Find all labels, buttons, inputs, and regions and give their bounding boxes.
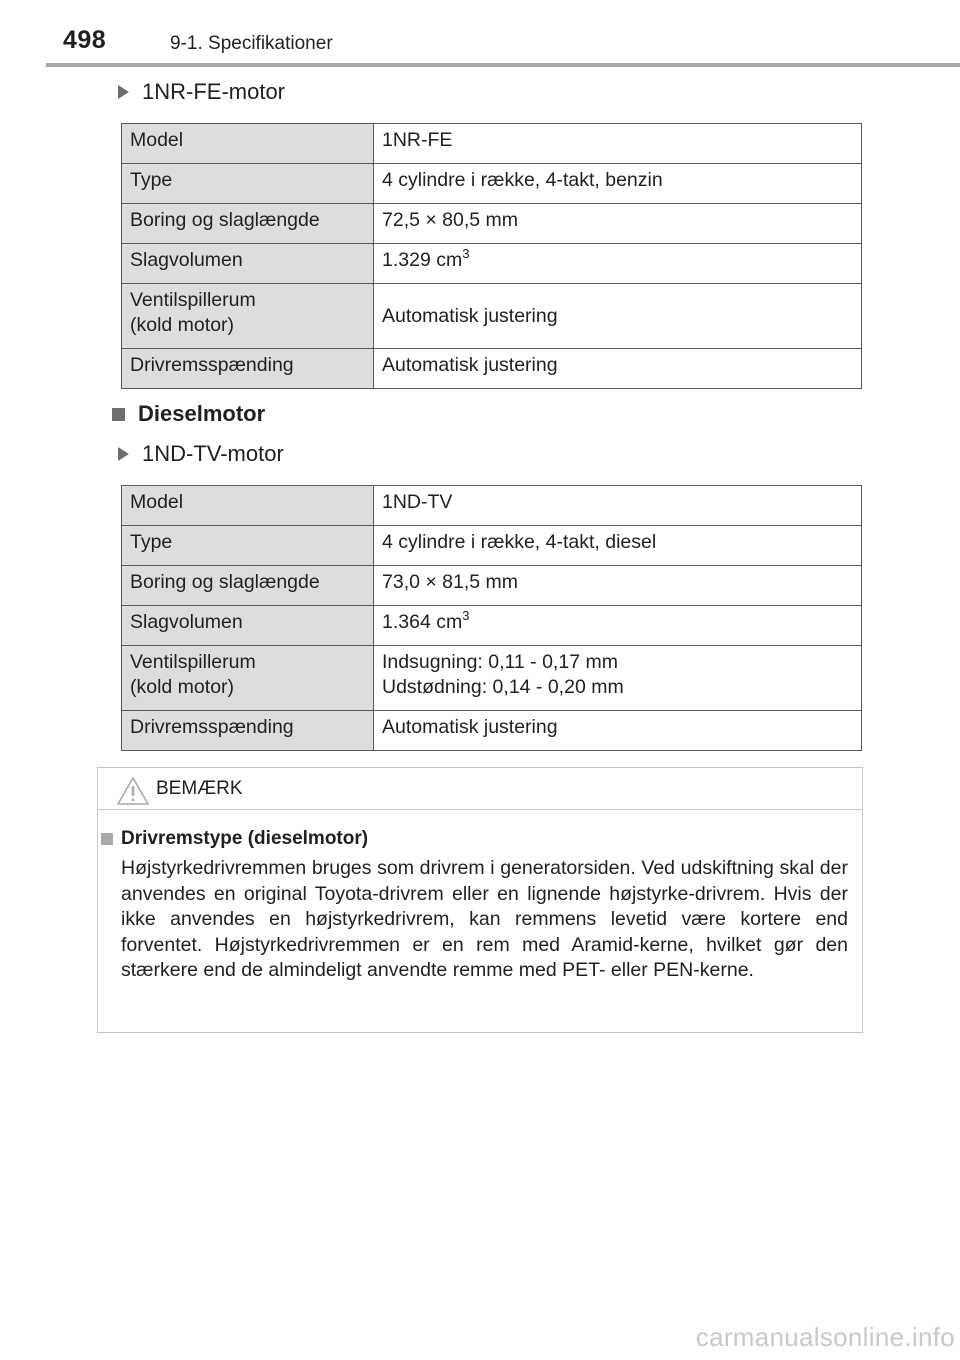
row-label: Model [122,486,374,526]
page-number: 498 [63,26,107,54]
table-row [122,711,862,751]
row-label: Slagvolumen [122,606,374,646]
row-label: Model [122,124,374,164]
petrol-engine-heading-text: 1NR-FE-motor [142,79,286,104]
petrol-spec-table [121,123,862,389]
row-value: 1ND-TV [374,486,862,526]
table-row [122,486,862,526]
watermark: carmanualsonline.info [695,1322,955,1352]
diesel-engine-heading [118,441,284,467]
arrow-bullet-icon [118,85,129,99]
row-label: Drivremsspænding [122,711,374,751]
table-row [122,566,862,606]
row-label: Boring og slaglængde [122,566,374,606]
warning-triangle-icon [116,776,150,806]
row-label [122,284,374,349]
row-value: 72,5 × 80,5 mm [374,204,862,244]
square-bullet-icon [101,833,113,845]
note-subheading [101,828,368,850]
displacement-value: 1.329 cm [382,249,463,271]
note-header [98,768,862,810]
note-text: Højstyrkedrivremmen bruges som drivrem i generatorsiden. Ved udskiftning skal der anvendes en original Toyota-drivrem eller en lignende højstyrke-drivrem. Hvis der ikke anvendes en højstyrkedrivrem, kan remmens levetid være kortere end forventet. Højstyrkedrivremmen er en rem med Aramid-kerne, hvilket gør den stærkere end de almindeligt anvendte remme med PET- eller PEN-kerne. [121,857,848,981]
row-label-line: Ventilspillerum [130,651,256,673]
note-title: BEMÆRK [156,778,243,799]
row-label: Type [122,164,374,204]
row-value [374,244,862,284]
row-label-line: (kold motor) [130,314,235,336]
row-value [374,606,862,646]
table-row [122,349,862,389]
row-value: 4 cylindre i række, 4-takt, diesel [374,526,862,566]
row-label: Type [122,526,374,566]
row-value: Automatisk justering [374,284,862,349]
diesel-section-heading-text: Dieselmotor [138,401,266,426]
row-label-line: Ventilspillerum [130,289,256,311]
table-row [122,164,862,204]
row-value-line: Indsugning: 0,11 - 0,17 mm [382,651,618,673]
section-title: 9-1. Specifikationer [170,33,333,54]
row-label: Slagvolumen [122,244,374,284]
displacement-value: 1.364 cm [382,611,463,633]
square-bullet-icon [112,408,125,421]
arrow-bullet-icon [118,447,129,461]
row-value-line: Udstødning: 0,14 - 0,20 mm [382,676,624,698]
diesel-engine-heading-text: 1ND-TV-motor [142,441,284,466]
unit-superscript: 3 [462,608,470,623]
table-row [122,284,862,349]
table-row [122,526,862,566]
table-row [122,244,862,284]
table-row [122,646,862,711]
table-row [122,124,862,164]
row-label-line: (kold motor) [130,676,235,698]
row-value [374,646,862,711]
row-value: Automatisk justering [374,349,862,389]
diesel-section-heading [112,401,265,427]
table-row [122,204,862,244]
row-value: 4 cylindre i række, 4-takt, benzin [374,164,862,204]
row-label: Drivremsspænding [122,349,374,389]
petrol-engine-heading [118,79,285,105]
unit-superscript: 3 [462,246,470,261]
row-value: Automatisk justering [374,711,862,751]
row-value: 1NR-FE [374,124,862,164]
row-label: Boring og slaglængde [122,204,374,244]
row-value: 73,0 × 81,5 mm [374,566,862,606]
table-row [122,606,862,646]
row-label [122,646,374,711]
header-rule [46,63,960,67]
diesel-spec-table [121,485,862,751]
note-box [97,767,863,1033]
note-subheading-text: Drivremstype (dieselmotor) [121,828,369,849]
